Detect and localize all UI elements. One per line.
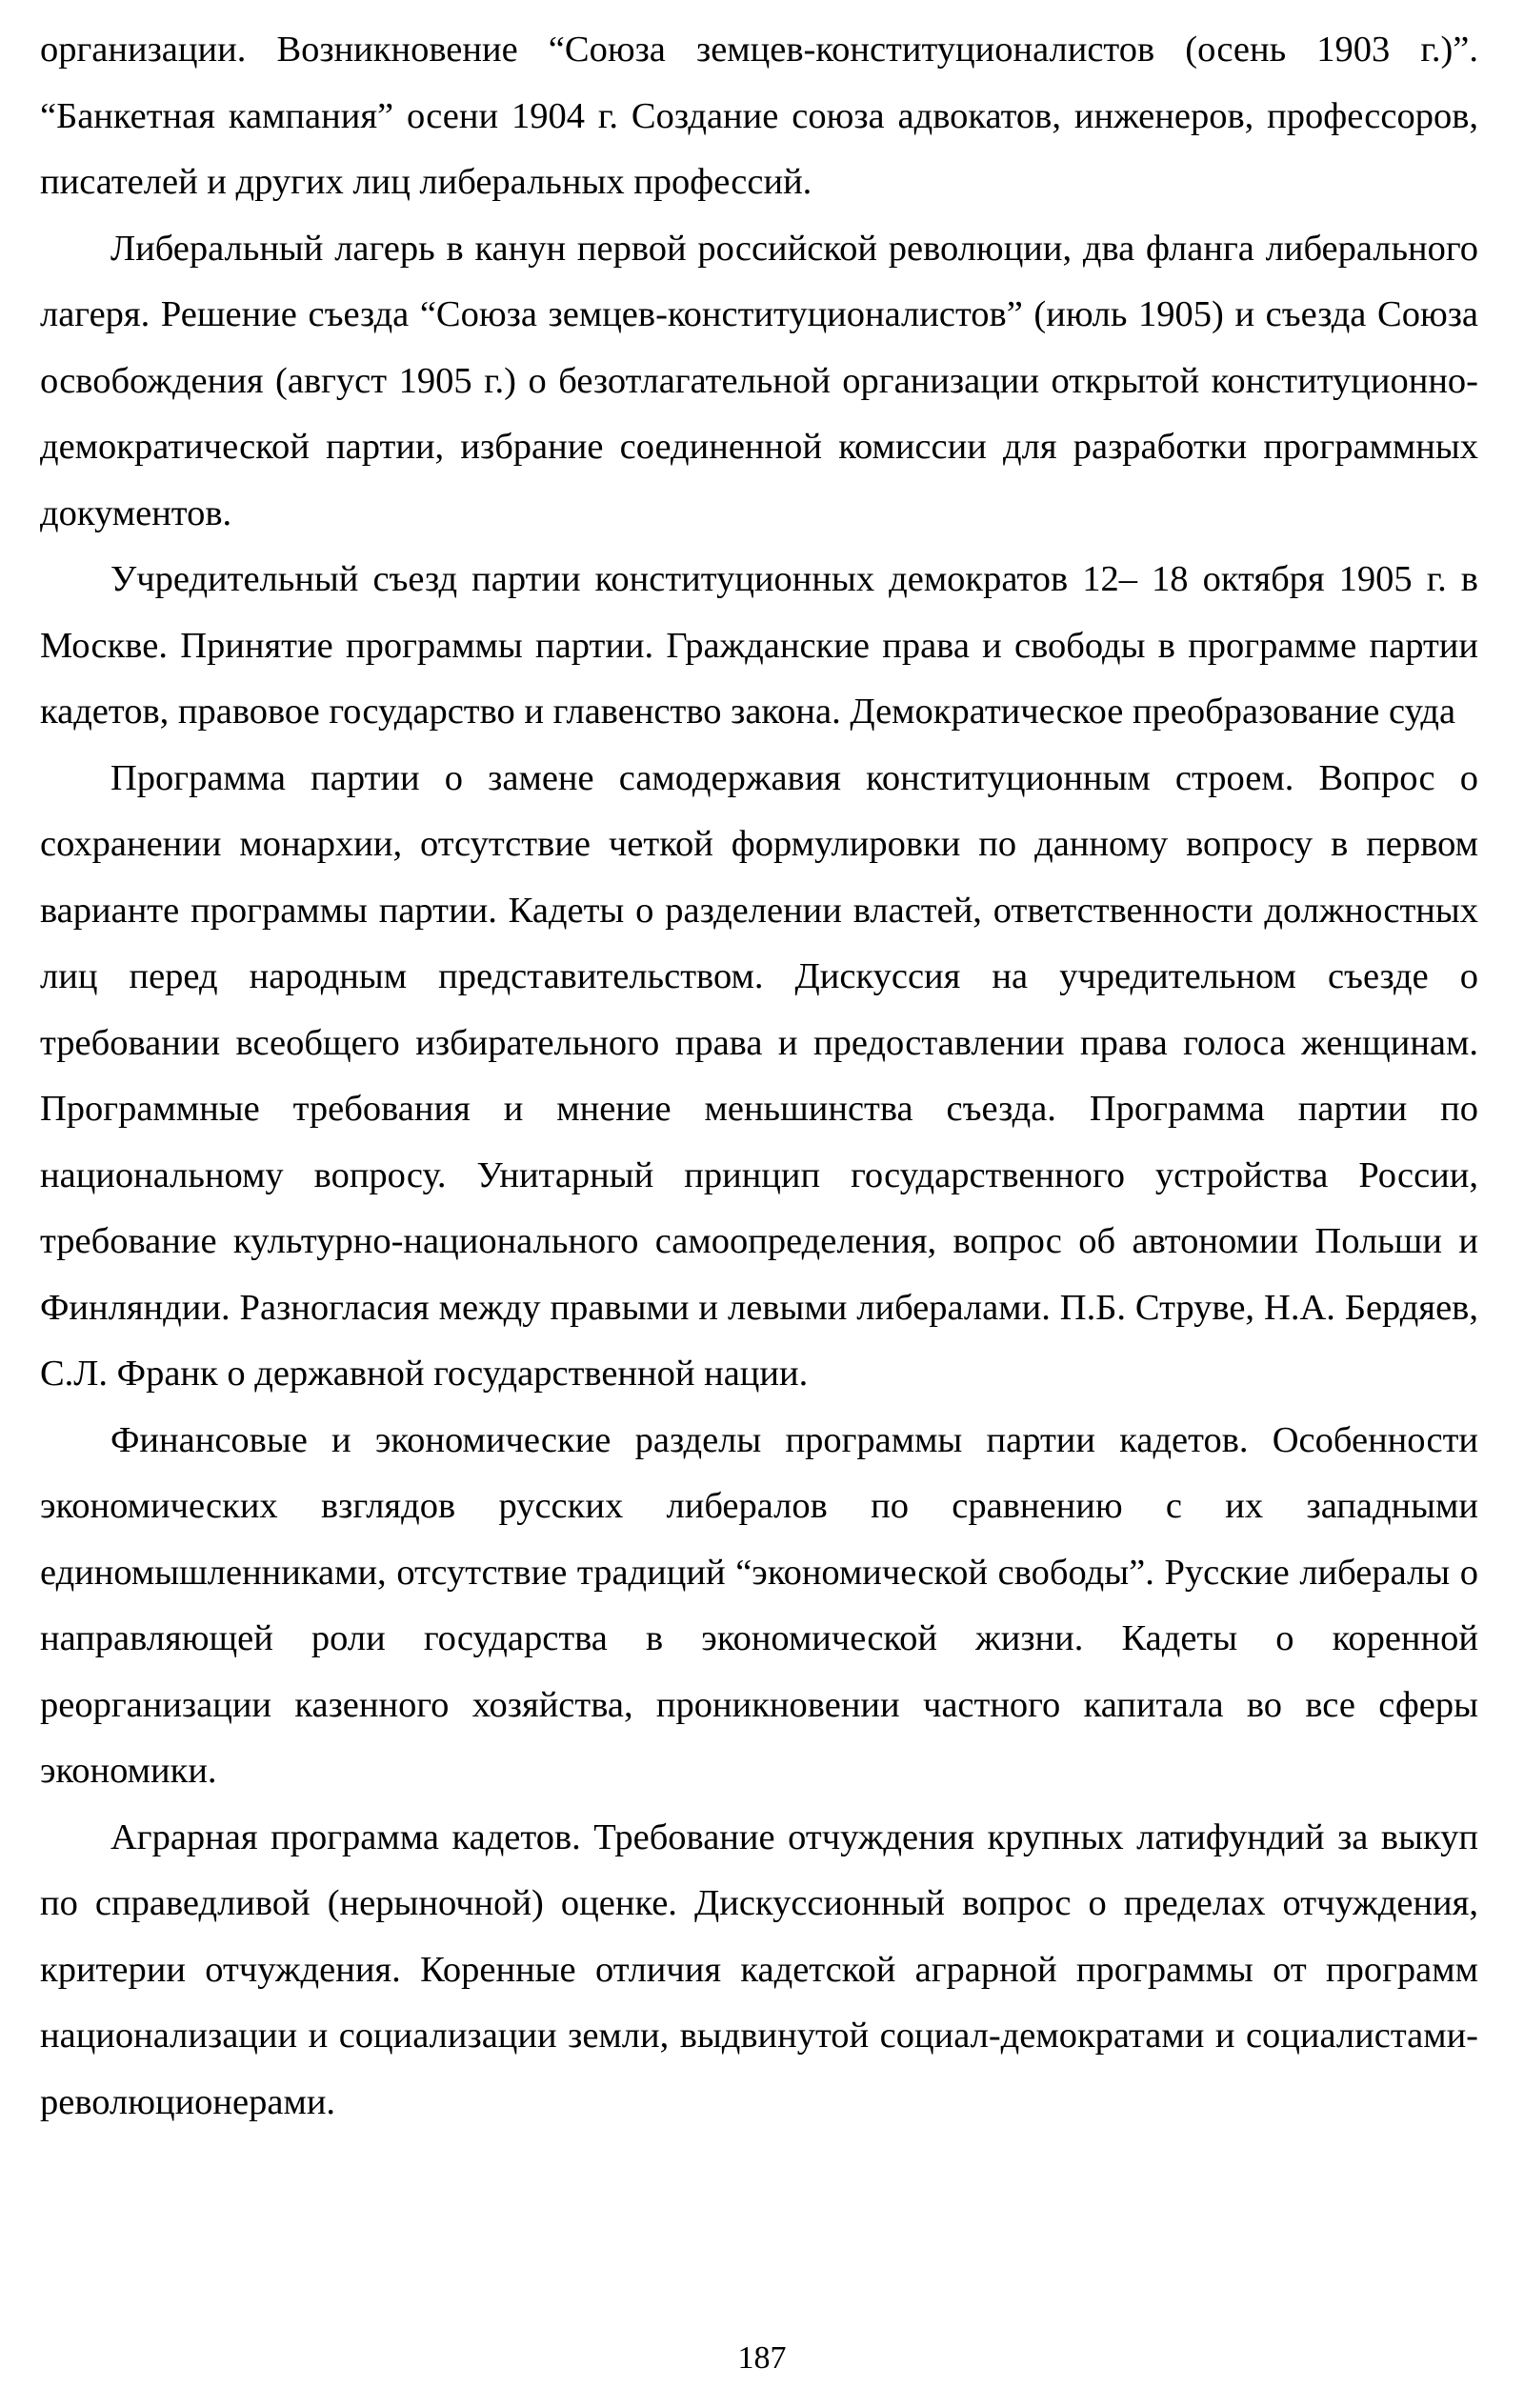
paragraph-4: Программа партии о замене самодержавия конституционным строем. Вопрос о сохранении монархии, отсутствие четкой формулировки по данному вопросу в первом варианте программы партии. Кадеты о разделении властей, ответственности должностных лиц перед народным представительством. Дискуссия на учредительном съезде о требовании всеобщего избирательного права и предоставлении права голоса женщинам. Программные требования и мнение меньшинства съезда. Программа партии по национальному вопросу. Унитарный принцип государственного устройства России, требование культурно-национального самоопределения, вопрос об автономии Польши и Финляндии. Разногласия между правыми и левыми либералами. П.Б. Струве, Н.А. Бердяев, С.Л. Франк о державной государственной нации. bbox=[40, 757, 1478, 1394]
paragraph-3: Учредительный съезд партии конституционных демократов 12– 18 октября 1905 г. в Москве. Принятие программы партии. Гражданские права и свободы в программе партии кадетов, правовое государство и главенство закона. Демократическое преобразование суда bbox=[40, 559, 1478, 732]
paragraph-2: Либеральный лагерь в канун первой российской революции, два фланга либерального лагеря. Решение съезда “Союза земцев-конституционалистов” (июль 1905) и съезда Союза освобождения (август 1905 г.) о безотлагательной организации открытой конституционно-демократической партии, избрание соединенной комиссии для разработки программных документов. bbox=[40, 228, 1478, 533]
body-text bbox=[40, 17, 1478, 2136]
paragraph-1: организации. Возникновение “Союза земцев-конституционалистов (осень 1903 г.)”. “Банкетная кампания” осени 1904 г. Создание союза адвокатов, инженеров, профессоров, писателей и других лиц либеральных профессий. bbox=[40, 30, 1478, 202]
page-number: 187 bbox=[737, 2340, 787, 2376]
paragraph-6: Аграрная программа кадетов. Требование отчуждения крупных латифундий за выкуп по справедливой (нерыночной) оценке. Дискуссионный вопрос о пределах отчуждения, критерии отчуждения. Коренные отличия кадетской аграрной программы от программ национализации и социализации земли, выдвинутой социал-демократами и социалистами-революционерами. bbox=[40, 1816, 1478, 2122]
paragraph-5: Финансовые и экономические разделы программы партии кадетов. Особенности экономических взглядов русских либералов по сравнению с их западными единомышленниками, отсутствие традиций “экономической свободы”. Русские либералы о направляющей роли государства в экономической жизни. Кадеты о коренной реорганизации казенного хозяйства, проникновении частного капитала во все сферы экономики. bbox=[40, 1419, 1478, 1791]
